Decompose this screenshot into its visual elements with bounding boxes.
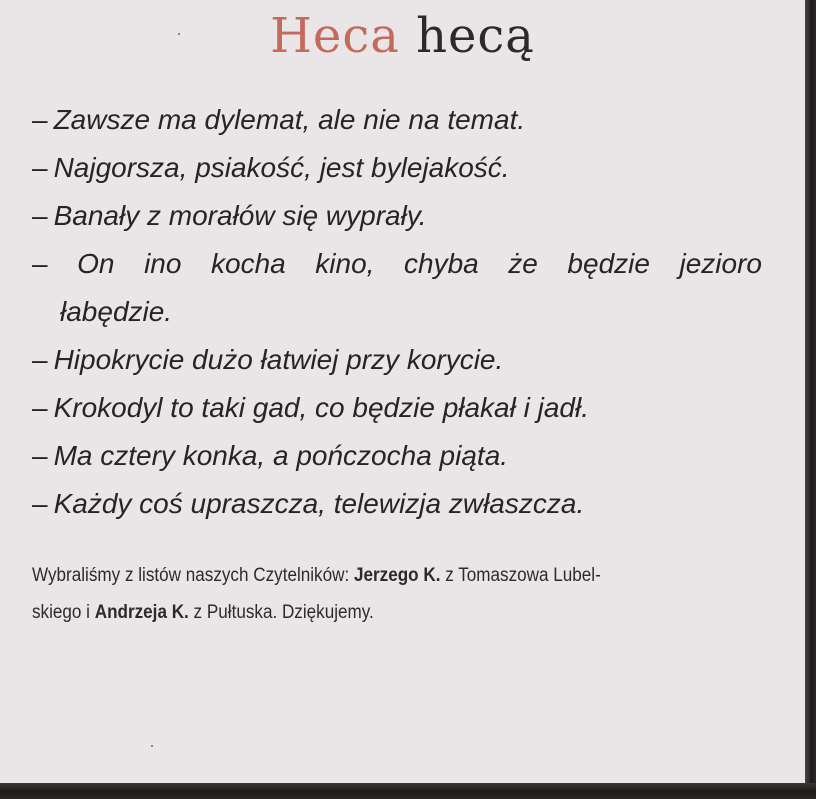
- saying-word: jezioro: [679, 248, 762, 279]
- saying-word: ino: [144, 248, 182, 279]
- note-text: skiego i: [32, 602, 95, 623]
- saying-item: [32, 240, 762, 336]
- note-prefix: Wybraliśmy z listów naszych Czytelników:: [32, 565, 354, 586]
- saying-item: [32, 336, 762, 384]
- page-edge-shadow-bottom: [0, 783, 816, 799]
- paper-speck: [178, 33, 180, 35]
- saying-word: kino,: [315, 248, 375, 279]
- saying-dash: –: [32, 200, 48, 231]
- attribution-note: [32, 557, 772, 631]
- sayings-list: [32, 96, 762, 528]
- contributor-name: Jerzego K.: [353, 565, 441, 586]
- saying-word: będzie: [567, 248, 650, 279]
- saying-word: że: [508, 248, 538, 279]
- saying-text: Zawsze ma dylemat, ale nie na temat.: [53, 104, 526, 135]
- saying-text: Krokodyl to taki gad, co będzie płakał i jadł.: [53, 392, 589, 423]
- contributor-name: Andrzeja K.: [94, 602, 189, 623]
- saying-dash: –: [32, 344, 48, 375]
- paper-speck: [151, 745, 153, 747]
- saying-text: Banały z morałów się wyprały.: [53, 200, 427, 231]
- saying-dash: –: [32, 152, 48, 183]
- title-word-heca: Heca: [270, 8, 400, 64]
- saying-dash: –: [32, 104, 48, 135]
- saying-dash: –: [32, 392, 48, 423]
- saying-text: Hipokrycie dużo łatwiej przy korycie.: [53, 344, 504, 375]
- saying-dash: –: [32, 488, 48, 519]
- note-suffix: z Pułtuska. Dziękujemy.: [188, 602, 374, 623]
- saying-continuation: łabędzie.: [60, 296, 173, 327]
- saying-item: [32, 432, 762, 480]
- saying-text: Najgorsza, psiakość, jest bylejakość.: [53, 152, 510, 183]
- saying-item: [32, 480, 762, 528]
- saying-dash: –: [32, 440, 48, 471]
- saying-item: [32, 96, 762, 144]
- saying-item: [32, 144, 762, 192]
- saying-word: On: [77, 248, 115, 279]
- saying-item: [32, 384, 762, 432]
- saying-justified-line: [32, 240, 762, 288]
- saying-word: chyba: [404, 248, 479, 279]
- saying-text: Ma cztery konka, a pończocha piąta.: [53, 440, 509, 471]
- saying-item: [32, 192, 762, 240]
- note-text: z Tomaszowa Lubel-: [440, 565, 601, 586]
- saying-dash: –: [32, 248, 48, 279]
- title-word-heca-inflected: hecą: [416, 8, 535, 64]
- saying-text: Każdy coś upraszcza, telewizja zwłaszcza.: [53, 488, 585, 519]
- page-edge-shadow-right: [805, 0, 816, 799]
- saying-word: kocha: [211, 248, 286, 279]
- page-title: [0, 4, 805, 68]
